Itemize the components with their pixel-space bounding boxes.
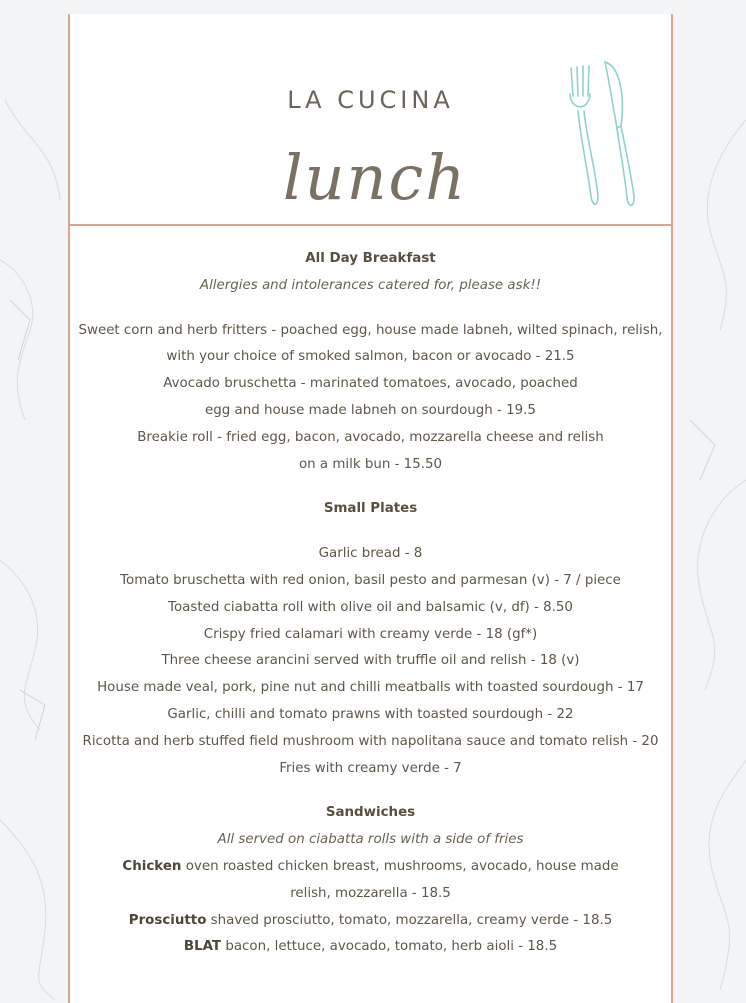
item-description: bacon, lettuce, avocado, tomato, herb aioli - 18.5 (221, 939, 558, 955)
menu-item: Avocado bruschetta - marinated tomatoes, avocado, poached (163, 376, 578, 392)
item-name: BLAT (183, 939, 222, 955)
menu-item: Garlic, chilli and tomato prawns with toasted sourdough - 22 (167, 706, 574, 722)
sandwiches-heading: Sandwiches (325, 805, 416, 821)
header-divider (70, 224, 671, 226)
menu-item: on a milk bun - 15.50 (298, 456, 443, 472)
fork-knife-icon (565, 56, 645, 216)
menu-item: Ricotta and herb stuffed field mushroom with napolitana sauce and tomato relish - 20 (82, 733, 659, 749)
small-plates-heading: Small Plates (323, 501, 418, 517)
menu-item: Three cheese arancini served with truffle oil and relish - 18 (v) (161, 653, 580, 669)
menu-item: Fries with creamy verde - 7 (279, 760, 462, 776)
menu-page (68, 14, 673, 1003)
item-name: Prosciutto (128, 912, 207, 928)
svg-text:lunch: lunch (282, 141, 468, 214)
menu-item-chicken (70, 854, 671, 881)
restaurant-name: LA CUCINA (287, 86, 454, 114)
allergy-note: Allergies and intolerances catered for, please ask!! (199, 277, 542, 293)
menu-item: House made veal, pork, pine nut and chilli meatballs with toasted sourdough - 17 (97, 680, 644, 696)
item-description: oven roasted chicken breast, mushrooms, avocado, house made (181, 858, 619, 874)
menu-item-chicken-cont: relish, mozzarella - 18.5 (290, 885, 451, 901)
sandwiches-note: All served on ciabatta rolls with a side of fries (217, 832, 524, 848)
menu-item: Crispy fried calamari with creamy verde - 18 (gf*) (203, 626, 538, 642)
menu-item: with your choice of smoked salmon, bacon or avocado - 21.5 (166, 349, 575, 365)
menu-item: Breakie roll - fried egg, bacon, avocado, mozzarella cheese and relish (137, 429, 604, 445)
item-description: shaved prosciutto, tomato, mozzarella, creamy verde - 18.5 (206, 912, 613, 928)
breakfast-heading: All Day Breakfast (305, 251, 436, 266)
menu-content (70, 246, 671, 961)
menu-item: Garlic bread - 8 (318, 546, 423, 562)
item-name: Chicken (122, 858, 182, 874)
menu-item-prosciutto (70, 908, 671, 935)
menu-item: Sweet corn and herb fritters - poached egg, house made labneh, wilted spinach, relish, (78, 322, 663, 338)
menu-item: Toasted ciabatta roll with olive oil and balsamic (v, df) - 8.50 (168, 599, 573, 615)
menu-item-blat (70, 934, 671, 961)
lunch-script-title (275, 124, 475, 224)
menu-item: egg and house made labneh on sourdough - 19.5 (205, 402, 536, 418)
menu-item: Tomato bruschetta with red onion, basil pesto and parmesan (v) - 7 / piece (120, 572, 621, 588)
